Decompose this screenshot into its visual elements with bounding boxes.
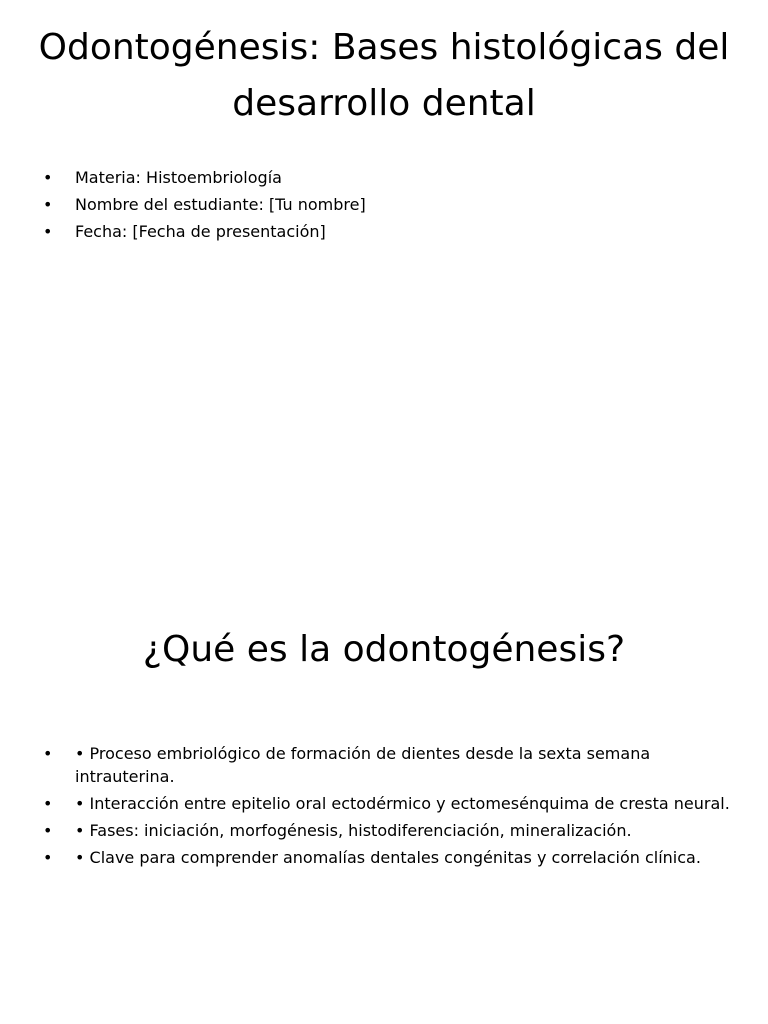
slide-2 bbox=[0, 512, 768, 1024]
bullet-icon: • bbox=[43, 821, 53, 840]
list-item-text: Materia: Histoembriología bbox=[75, 168, 282, 187]
bullet-icon: • bbox=[43, 222, 53, 241]
list-item-text: Nombre del estudiante: [Tu nombre] bbox=[75, 195, 366, 214]
list-item bbox=[0, 792, 768, 815]
bullet-icon: • bbox=[43, 848, 53, 867]
bullet-list bbox=[0, 166, 768, 247]
bullet-icon: • bbox=[43, 168, 53, 187]
list-item-text: • Clave para comprender anomalías dentales congénitas y correlación clínica. bbox=[75, 848, 701, 867]
slide-title: ¿Qué es la odontogénesis? bbox=[142, 629, 626, 670]
bullet-icon: • bbox=[43, 744, 53, 763]
list-item bbox=[0, 742, 768, 788]
list-item bbox=[0, 193, 768, 216]
list-item bbox=[0, 166, 768, 189]
bullet-icon: • bbox=[43, 794, 53, 813]
bullet-list bbox=[0, 742, 768, 873]
list-item-text: Fecha: [Fecha de presentación] bbox=[75, 222, 326, 241]
slide-title: Odontogénesis: Bases histológicas del desarrollo dental bbox=[38, 27, 730, 124]
list-item bbox=[0, 846, 768, 869]
list-item bbox=[0, 819, 768, 842]
list-item-text: • Proceso embriológico de formación de dientes desde la sexta semana intrauterina. bbox=[75, 744, 651, 786]
list-item-text: • Interacción entre epitelio oral ectodérmico y ectomesénquima de cresta neural. bbox=[75, 794, 730, 813]
list-item-text: • Fases: iniciación, morfogénesis, histodiferenciación, mineralización. bbox=[75, 821, 632, 840]
bullet-icon: • bbox=[43, 195, 53, 214]
list-item bbox=[0, 220, 768, 243]
